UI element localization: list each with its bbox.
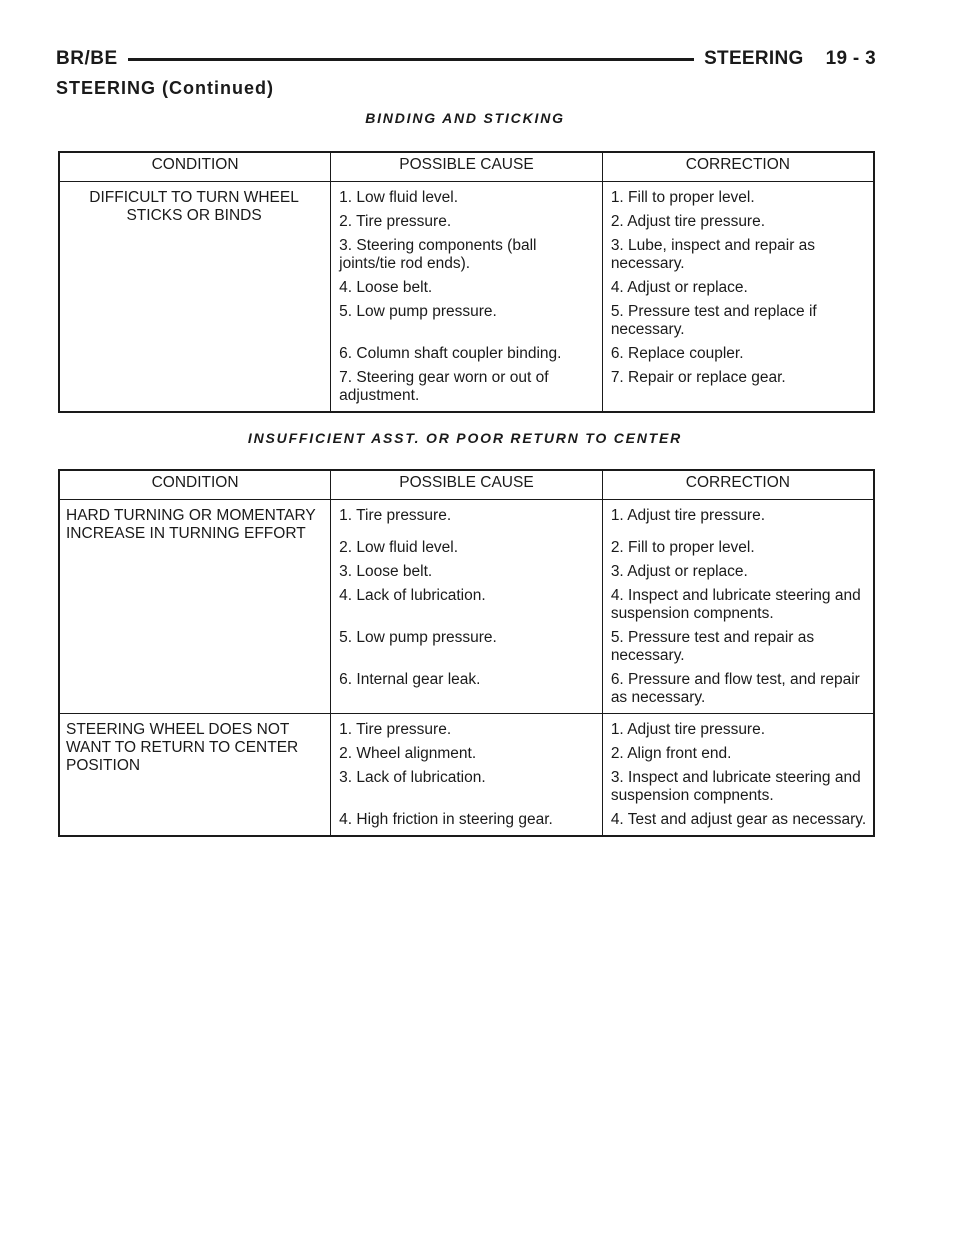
table-header-row [59, 470, 874, 500]
correction-item: 3. Inspect and lubricate steering and suspension compnents. [610, 769, 861, 804]
correction-item: 2. Fill to proper level. [610, 539, 755, 556]
correction-item: 4. Adjust or replace. [610, 279, 748, 296]
cause-item: 5. Low pump pressure. [339, 303, 497, 320]
cause-item: 1. Low fluid level. [339, 189, 459, 206]
cause-item: 4. Lack of lubrication. [339, 587, 486, 604]
cause-item: 4. High friction in steering gear. [339, 811, 553, 828]
condition-cell: STEERING WHEEL DOES NOT WANT TO RETURN TO CENTER POSITION [59, 714, 331, 837]
continued-title: STEERING (Continued) [56, 78, 274, 98]
cause-item: 1. Tire pressure. [339, 721, 452, 738]
model-code: BR/BE [56, 48, 118, 69]
cause-item: 1. Tire pressure. [339, 507, 452, 524]
table-title-binding: BINDING AND STICKING [365, 110, 565, 126]
condition-cell: DIFFICULT TO TURN WHEEL STICKS OR BINDS [59, 182, 331, 413]
header-right [704, 48, 876, 70]
cause-item: 2. Tire pressure. [339, 213, 452, 230]
correction-item: 3. Lube, inspect and repair as necessary. [610, 237, 816, 272]
page-number: 19 - 3 [825, 48, 876, 69]
cause-list [331, 500, 603, 714]
column-header-condition: CONDITION [59, 152, 331, 182]
cause-item: 2. Wheel alignment. [339, 745, 477, 762]
cause-list [331, 714, 603, 837]
cause-item: 3. Steering components (ball joints/tie rod ends). [339, 237, 537, 272]
correction-item: 1. Adjust tire pressure. [610, 507, 766, 524]
section-name: STEERING [704, 48, 804, 69]
correction-item: 1. Adjust tire pressure. [610, 721, 766, 738]
correction-item: 6. Replace coupler. [610, 345, 744, 362]
table-header-row [59, 152, 874, 182]
column-header-condition: CONDITION [59, 470, 331, 500]
condition-cell: HARD TURNING OR MOMENTARY INCREASE IN TURNING EFFORT [59, 500, 331, 714]
correction-list [602, 714, 874, 837]
column-header-cause: POSSIBLE CAUSE [331, 470, 603, 500]
correction-item: 1. Fill to proper level. [610, 189, 755, 206]
correction-item: 6. Pressure and flow test, and repair as necessary. [610, 671, 860, 706]
cause-item: 6. Column shaft coupler binding. [339, 345, 562, 362]
cause-item: 3. Loose belt. [339, 563, 433, 580]
cause-item: 7. Steering gear worn or out of adjustment. [339, 369, 549, 404]
cause-item: 2. Low fluid level. [339, 539, 459, 556]
correction-item: 4. Test and adjust gear as necessary. [610, 811, 867, 828]
page-header [56, 44, 876, 74]
cause-item: 5. Low pump pressure. [339, 629, 497, 646]
column-header-correction: CORRECTION [602, 152, 874, 182]
column-header-correction: CORRECTION [602, 470, 874, 500]
cause-item: 3. Lack of lubrication. [339, 769, 486, 786]
correction-item: 2. Align front end. [610, 745, 732, 762]
header-rule [128, 58, 694, 61]
table-row [59, 500, 874, 714]
insufficient-assist-table [58, 469, 875, 837]
table-title-insufficient: INSUFFICIENT ASST. OR POOR RETURN TO CENTER [247, 430, 683, 446]
cause-item: 6. Internal gear leak. [339, 671, 481, 688]
correction-item: 2. Adjust tire pressure. [610, 213, 766, 230]
correction-list [602, 500, 874, 714]
correction-item: 3. Adjust or replace. [610, 563, 748, 580]
correction-list [602, 182, 874, 413]
column-header-cause: POSSIBLE CAUSE [331, 152, 603, 182]
table-row [59, 182, 874, 413]
binding-sticking-table [58, 151, 875, 413]
correction-item: 7. Repair or replace gear. [610, 369, 786, 386]
correction-item: 4. Inspect and lubricate steering and suspension compnents. [610, 587, 861, 622]
correction-item: 5. Pressure test and replace if necessary. [610, 303, 817, 338]
table-row [59, 714, 874, 837]
cause-item: 4. Loose belt. [339, 279, 433, 296]
correction-item: 5. Pressure test and repair as necessary. [610, 629, 815, 664]
cause-list [331, 182, 603, 413]
